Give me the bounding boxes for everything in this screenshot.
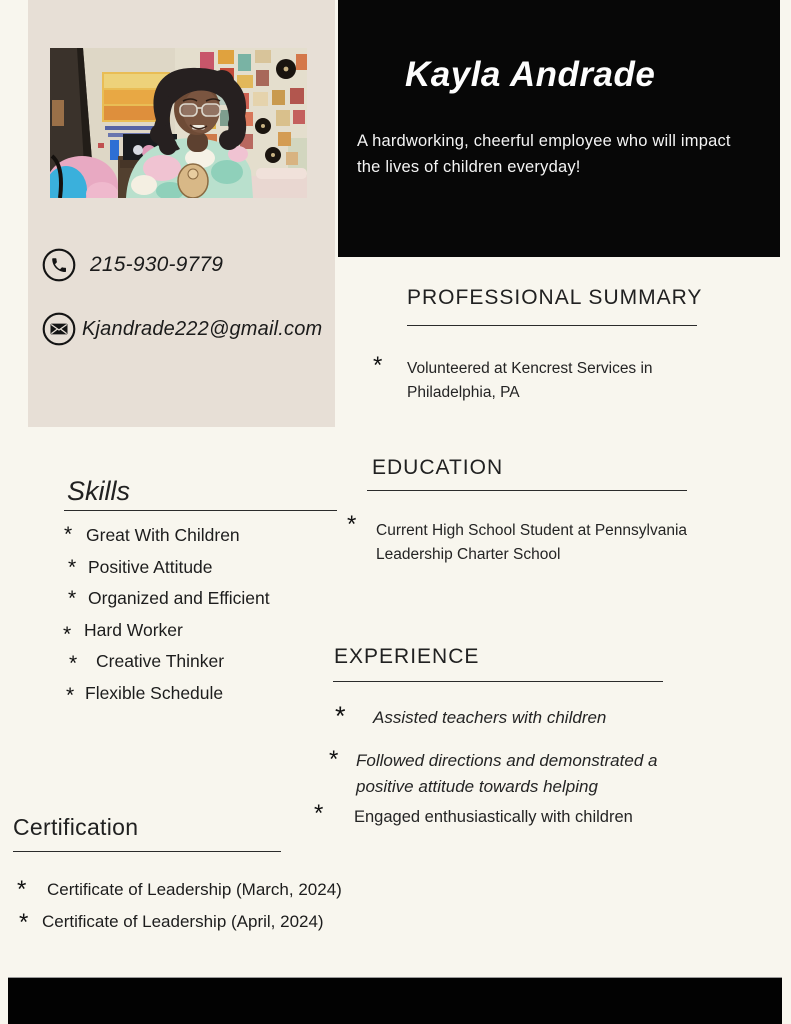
certification-title: Certification (13, 814, 139, 840)
bullet-icon: * (329, 746, 339, 773)
phone-number: 215-930-9779 (90, 253, 224, 276)
skill-item: Flexible Schedule (85, 683, 224, 703)
skill-item: Great With Children (86, 525, 240, 545)
name-title: Kayla Andrade (405, 55, 656, 94)
certification-rule (13, 851, 281, 852)
summary-item: Volunteered at Kencrest Services in Philadelphia, PA (407, 360, 653, 402)
education-rule (367, 490, 687, 491)
experience-item: Engaged enthusiastically with children (354, 808, 633, 826)
tagline-line: A hardworking, cheerful employee who will impact (357, 132, 731, 150)
profile-photo-illustration (50, 48, 307, 198)
experience-item: Followed directions and demonstrated a positive attitude towards helping (356, 751, 658, 797)
summary-rule (407, 325, 697, 326)
bullet-icon: * (314, 800, 324, 827)
experience-title: EXPERIENCE (334, 645, 480, 668)
bullet-icon: * (373, 352, 383, 379)
bullet-icon: * (68, 556, 77, 579)
footer-bar (8, 977, 782, 1024)
skill-item: Organized and Efficient (88, 588, 270, 608)
skills-rule (64, 510, 337, 511)
tagline (357, 128, 757, 181)
contact-email (42, 312, 322, 346)
education-title: EDUCATION (372, 456, 504, 479)
contact-phone (42, 248, 223, 282)
skill-item: Hard Worker (84, 620, 183, 640)
bullet-icon: * (66, 684, 75, 707)
phone-icon (42, 248, 76, 282)
bullet-icon: * (64, 523, 73, 546)
tagline-line: the lives of children everyday! (357, 158, 581, 177)
bullet-icon: * (68, 587, 77, 610)
experience-item: Assisted teachers with children (373, 708, 607, 727)
bullet-icon: * (335, 701, 346, 731)
skill-item: Creative Thinker (96, 651, 225, 671)
certification-item: Certificate of Leadership (March, 2024) (47, 880, 342, 899)
bullet-icon: * (63, 623, 72, 646)
education-item: Current High School Student at Pennsylvania Leadership Charter School (376, 522, 688, 564)
skill-item: Positive Attitude (88, 557, 213, 577)
email-icon (42, 312, 76, 346)
bullet-icon: * (347, 511, 357, 538)
bullet-icon: * (19, 909, 29, 936)
certification-item: Certificate of Leadership (April, 2024) (42, 912, 324, 931)
experience-rule (333, 681, 663, 682)
left-panel (28, 0, 335, 427)
summary-title: PROFESSIONAL SUMMARY (407, 286, 703, 309)
bullet-icon: * (69, 652, 78, 675)
profile-photo (50, 48, 307, 198)
header-panel (338, 0, 780, 257)
email-address: Kjandrade222@gmail.com (82, 317, 323, 340)
bullet-icon: * (17, 876, 27, 903)
skills-title: Skills (67, 476, 131, 506)
